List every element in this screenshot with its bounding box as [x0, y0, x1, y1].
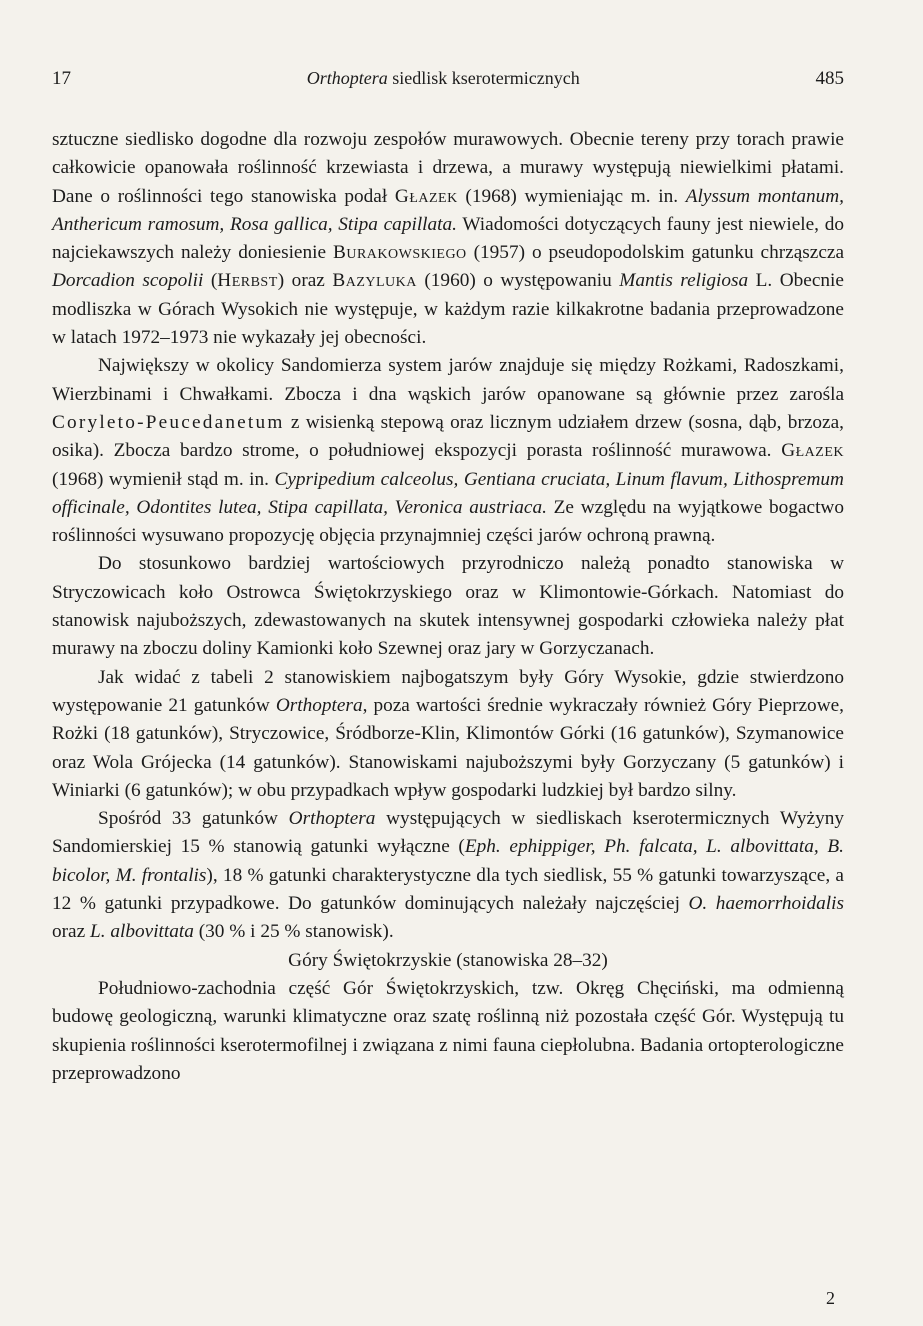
text: Jak widać z tabeli 2 stanowiskiem najbogatszym były Góry Wysokie, gdzie stwierdzono występowanie 21 gatunków	[52, 666, 844, 716]
article-body	[52, 126, 844, 1088]
text: (1960) o występowaniu	[416, 270, 620, 292]
author-name: Burakowskiego	[332, 242, 467, 264]
text: Wiadomości dotyczących fauny jest niewiele, do najciekawszych należy doniesienie	[52, 213, 844, 264]
paragraph-4	[52, 664, 844, 805]
species-names: Orthoptera	[288, 808, 376, 830]
species-names: Dorcadion scopolii	[52, 270, 204, 292]
running-title-rest: siedlisk kserotermicznych	[387, 68, 580, 88]
running-header	[52, 68, 844, 90]
paragraph-6: Południowo-zachodnia część Gór Świętokrzyskich, tzw. Okręg Chęciński, ma odmienną budowę geologiczną, warunki klimatyczne oraz szatę roślinną niż pozostała część Gór. Występują tu skupienia roślinności kserotermofilnej i związana z nimi fauna ciepłolubna. Badania ortopterologiczne przeprowadzono	[52, 977, 844, 1084]
text: Ze względu na wyjątkowe bogactwo roślinności wysuwano propozycję objęcia przynajmniej części jarów ochroną prawną.	[52, 496, 845, 547]
species-names: Orthoptera	[275, 694, 363, 716]
species-names: Alyssum montanum, Anthericum ramosum, Rosa gallica, Stipa capillata.	[52, 185, 844, 235]
author-name: Głazek	[394, 185, 458, 207]
paragraph-5	[52, 805, 844, 946]
species-names: Cypripedium calceolus, Gentiana cruciata, Linum flavum, Lithospremum officinale, Odontites lutea, Stipa capillata, Veronica austriaca.	[52, 468, 844, 518]
running-title	[307, 68, 580, 89]
folio-number: 2	[826, 1288, 835, 1308]
text: , poza wartości średnie wykraczały również Góry Pieprzowe, Rożki (18 gatunków), Stryczowice, Śródborze-Klin, Klimontów Górki (16 gatunków), Szymanowice oraz Wola Grójecka (14 gatunków). Stanowiskami najuboższymi były Gorzyczany (5 gatunków) i Winiarki (6 gatunków); w obu przypadkach wpływ gospodarki ludzkiej był bardzo silny.	[52, 694, 844, 801]
text: ), 18 % gatunki charakterystyczne dla tych siedlisk, 55 % gatunki towarzyszące, a 12 % gatunki przypadkowe. Do gatunków dominujących należały najczęściej	[52, 864, 844, 915]
text: ) oraz	[277, 270, 333, 292]
author-name: Herbst	[217, 270, 278, 292]
page-number: 485	[815, 68, 844, 89]
text: (	[203, 270, 218, 292]
paragraph-2	[52, 352, 844, 550]
text: (30 % i 25 % stanowisk).	[193, 921, 394, 943]
species-names: L. albovittata	[90, 921, 194, 943]
text: Największy w okolicy Sandomierza system jarów znajduje się między Rożkami, Radoszkami, Wierzbinami i Chwałkami. Zbocza i dna wąskich jarów opanowane są głównie przez zarośla	[52, 355, 844, 405]
section-heading: Góry Świętokrzyskie (stanowiska 28–32)	[288, 949, 608, 971]
running-title-italic: Orthoptera	[306, 68, 388, 88]
text: występujących w siedliskach kserotermicznych Wyżyny Sandomierskiej 15 % stanowią gatunki wyłączne (	[52, 808, 844, 858]
text: (1968) wymieniając m. in.	[457, 185, 686, 207]
text: L. Obecnie modliszka w Górach Wysokich nie występuje, w każdym razie kilkakrotne badania przeprowadzone w latach 1972–1973 nie wykazały jej obecności.	[52, 270, 844, 349]
text: oraz	[52, 921, 90, 943]
author-name: Głazek	[781, 440, 844, 462]
plant-association: Coryleto-Peucedanetum	[52, 411, 285, 433]
text: z wisienką stepową oraz licznym udziałem drzew (sosna, dąb, brzoza, osika). Zbocza bardzo strome, o południowej ekspozycji porasta roślinność murawowa.	[52, 411, 844, 462]
text: (1957) o pseudopodolskim gatunku chrząszcza	[466, 242, 845, 264]
author-name: Bazyluka	[332, 270, 417, 292]
species-names: Eph. ephippiger, Ph. falcata, L. albovittata, B. bicolor, M. frontalis	[52, 836, 845, 886]
species-names: Mantis religiosa	[619, 270, 749, 292]
species-names: O. haemorrhoidalis	[688, 893, 845, 915]
text: (1968) wymienił stąd m. in.	[52, 468, 275, 490]
text: Spośród 33 gatunków	[98, 808, 289, 830]
paragraph-3: Do stosunkowo bardziej wartościowych przyrodniczo należą ponadto stanowiska w Stryczowicach koło Ostrowca Świętokrzyskiego oraz w Klimontowie-Górkach. Natomiast do stanowisk najuboższych, zdewastowanych na skutek intensywnej gospodarki człowieka należy płat murawy na zboczu doliny Kamionki koło Szewnej oraz jary w Gorzyczanach.	[52, 553, 844, 660]
text: sztuczne siedlisko dogodne dla rozwoju zespołów murawowych. Obecnie tereny przy torach prawie całkowicie opanowała roślinność krzewiasta i drzewa, a murawy występują niewielkimi płatami. Dane o roślinności tego stanowiska podał	[52, 129, 844, 207]
paragraph-1	[52, 126, 844, 352]
chapter-number: 17	[52, 68, 71, 89]
